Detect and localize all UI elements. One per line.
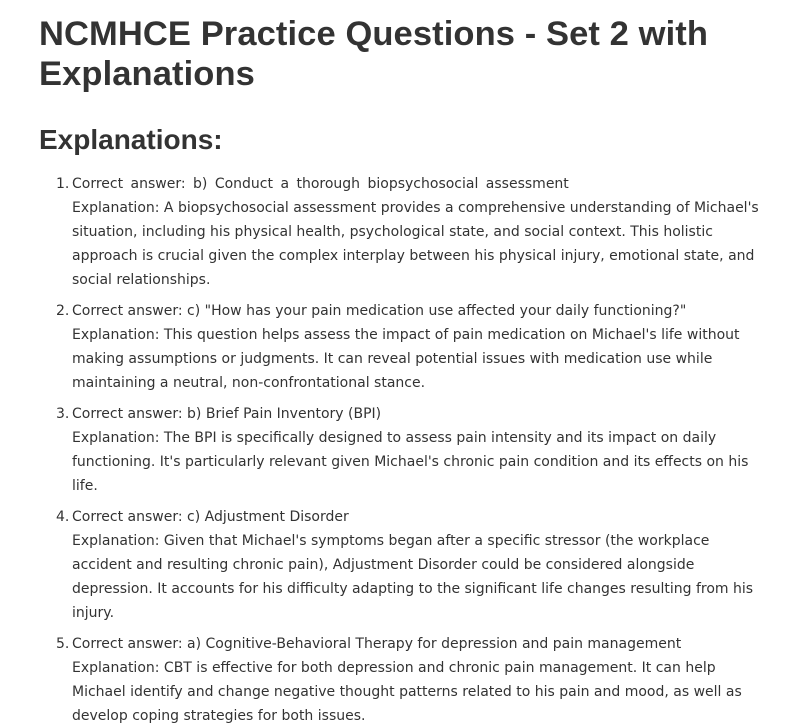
correct-answer: Correct answer: c) "How has your pain medication use affected your daily functioning?" <box>72 303 687 319</box>
explanation: Explanation: CBT is effective for both depression and chronic pain management. It can help Michael identify and change negative thought patterns related to his pain and mood, as well as develop coping strategies for both issues. <box>72 660 742 724</box>
list-item <box>72 505 759 625</box>
explanation: Explanation: This question helps assess the impact of pain medication on Michael's life without making assumptions or judgments. It can reveal potential issues with medication use while maintaining a neutral, non-confrontational stance. <box>72 327 740 391</box>
list-item <box>72 172 759 292</box>
page-title: NCMHCE Practice Questions - Set 2 with Explanations <box>39 15 709 93</box>
section-heading: Explanations: <box>39 124 223 155</box>
correct-answer: Correct answer: b) Brief Pain Inventory (BPI) <box>72 406 382 422</box>
explanation: Explanation: Given that Michael's symptoms began after a specific stressor (the workplace accident and resulting chronic pain), Adjustment Disorder could be considered alongside depression. It accounts for his difficulty adapting to the significant life changes resulting from his injury. <box>72 533 754 621</box>
answers-list <box>39 172 759 728</box>
list-item <box>72 402 759 498</box>
correct-answer: Correct answer: b) Conduct a thorough biopsychosocial assessment <box>72 176 569 192</box>
correct-answer: Correct answer: c) Adjustment Disorder <box>72 509 349 525</box>
explanation: Explanation: A biopsychosocial assessment provides a comprehensive understanding of Michael's situation, including his physical health, psychological state, and social context. This holistic approach is crucial given the complex interplay between his physical injury, emotional state, and social relationships. <box>72 200 759 288</box>
explanation: Explanation: The BPI is specifically designed to assess pain intensity and its impact on daily functioning. It's particularly relevant given Michael's chronic pain condition and its effects on his life. <box>72 430 749 494</box>
list-item <box>72 299 759 395</box>
correct-answer: Correct answer: a) Cognitive-Behavioral Therapy for depression and pain management <box>72 636 682 652</box>
list-item <box>72 632 759 728</box>
